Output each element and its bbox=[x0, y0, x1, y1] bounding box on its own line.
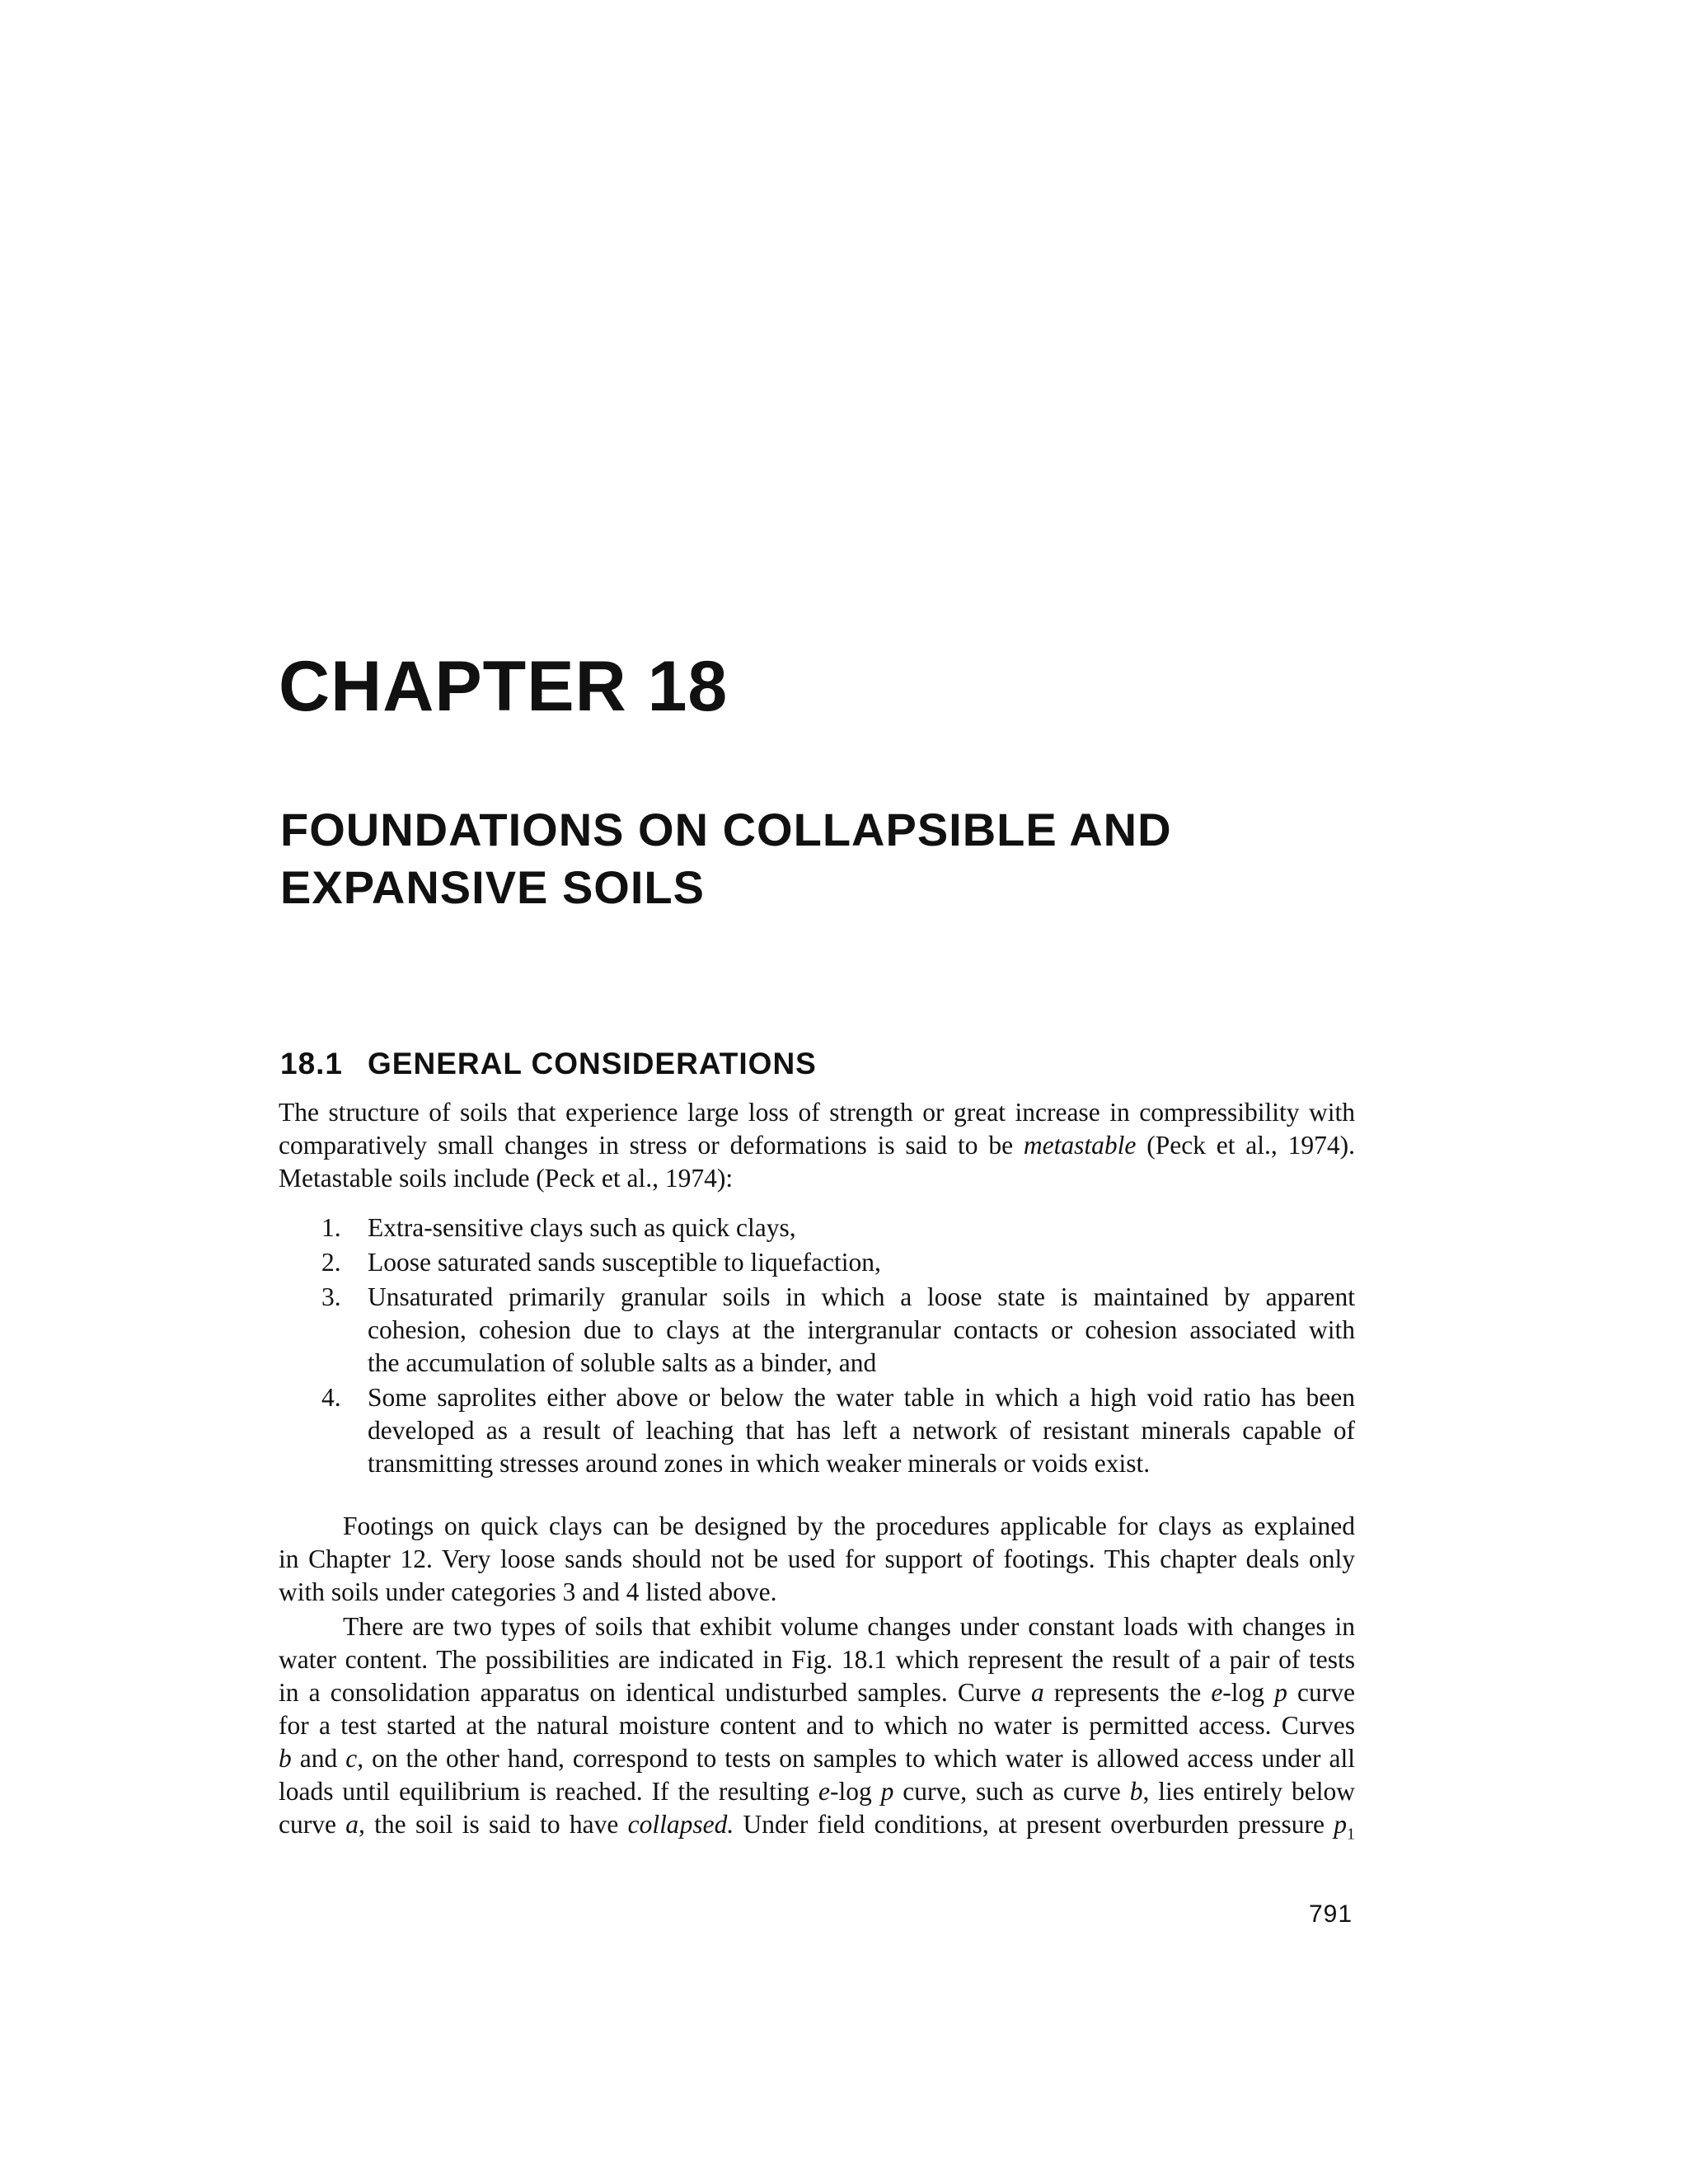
paragraph-footings bbox=[279, 1510, 1355, 1609]
chapter-title bbox=[280, 801, 1434, 916]
chapter-title-line-1: FOUNDATIONS ON COLLAPSIBLE AND bbox=[280, 804, 1172, 855]
text-line: Metastable soils include (Peck et al., 1974): bbox=[279, 1164, 734, 1193]
text-line: comparatively small changes in stress or deformations is said to be metastable (Peck et al., 1974). bbox=[279, 1131, 1355, 1160]
list-item bbox=[279, 1281, 1355, 1380]
text-line: cohesion, cohesion due to clays at the intergranular contacts or cohesion associated with bbox=[368, 1315, 1355, 1344]
text-line: There are two types of soils that exhibit volume changes under constant loads with changes in bbox=[343, 1612, 1355, 1641]
text-line: in Chapter 12. Very loose sands should not be used for support of footings. This chapter deals only bbox=[279, 1544, 1355, 1573]
chapter-label: CHAPTER 18 bbox=[279, 647, 729, 726]
text-line: transmitting stresses around zones in which weaker minerals or voids exist. bbox=[368, 1449, 1151, 1478]
text-line: The structure of soils that experience large loss of strength or great increase in compressibility with bbox=[279, 1098, 1355, 1127]
list-number: 1. bbox=[321, 1213, 341, 1242]
text-line: the accumulation of soluble salts as a binder, and bbox=[368, 1348, 877, 1377]
text-line: loads until equilibrium is reached. If the resulting e-log p curve, such as curve b, lies entirely below bbox=[279, 1777, 1355, 1806]
text-line: b and c, on the other hand, correspond to tests on samples to which water is allowed access under all bbox=[279, 1744, 1355, 1773]
text-line: in a consolidation apparatus on identical undisturbed samples. Curve a represents the e-log p curve bbox=[279, 1678, 1355, 1707]
section-number: 18.1 bbox=[280, 1047, 344, 1080]
section-heading bbox=[280, 1048, 817, 1079]
list-number: 3. bbox=[321, 1282, 341, 1311]
text-line: curve a, the soil is said to have collapsed. Under field conditions, at present overburden pressure $p_1$ bbox=[279, 1810, 1355, 1844]
page-number: 791 bbox=[1309, 1900, 1353, 1928]
text-line: developed as a result of leaching that has left a network of resistant minerals capable of bbox=[368, 1416, 1355, 1445]
text-line: Unsaturated primarily granular soils in which a loose state is maintained by apparent bbox=[368, 1282, 1355, 1311]
text-line: Footings on quick clays can be designed by the procedures applicable for clays as explained bbox=[343, 1511, 1355, 1540]
list-item bbox=[279, 1246, 1355, 1279]
text-line: for a test started at the natural moisture content and to which no water is permitted access. Curves bbox=[279, 1711, 1355, 1740]
text-line: Extra-sensitive clays such as quick clays, bbox=[368, 1213, 796, 1242]
list-number: 4. bbox=[321, 1383, 341, 1412]
text-line: Loose saturated sands susceptible to liquefaction, bbox=[368, 1248, 881, 1277]
emphasis-term: metastable bbox=[1023, 1131, 1137, 1160]
intro-paragraph bbox=[279, 1096, 1355, 1195]
list-item bbox=[279, 1381, 1355, 1480]
metastable-soils-list bbox=[279, 1212, 1355, 1482]
chapter-title-line-2: EXPANSIVE SOILS bbox=[280, 861, 705, 913]
text-line: with soils under categories 3 and 4 listed above. bbox=[279, 1577, 777, 1606]
text-line: water content. The possibilities are indicated in Fig. 18.1 which represent the result of a pair of tests bbox=[279, 1645, 1355, 1674]
paragraph-volume-changes bbox=[279, 1610, 1355, 1850]
section-title: GENERAL CONSIDERATIONS bbox=[368, 1047, 817, 1080]
list-item bbox=[279, 1212, 1355, 1244]
text-line: Some saprolites either above or below the water table in which a high void ratio has been bbox=[368, 1383, 1355, 1412]
list-number: 2. bbox=[321, 1248, 341, 1277]
